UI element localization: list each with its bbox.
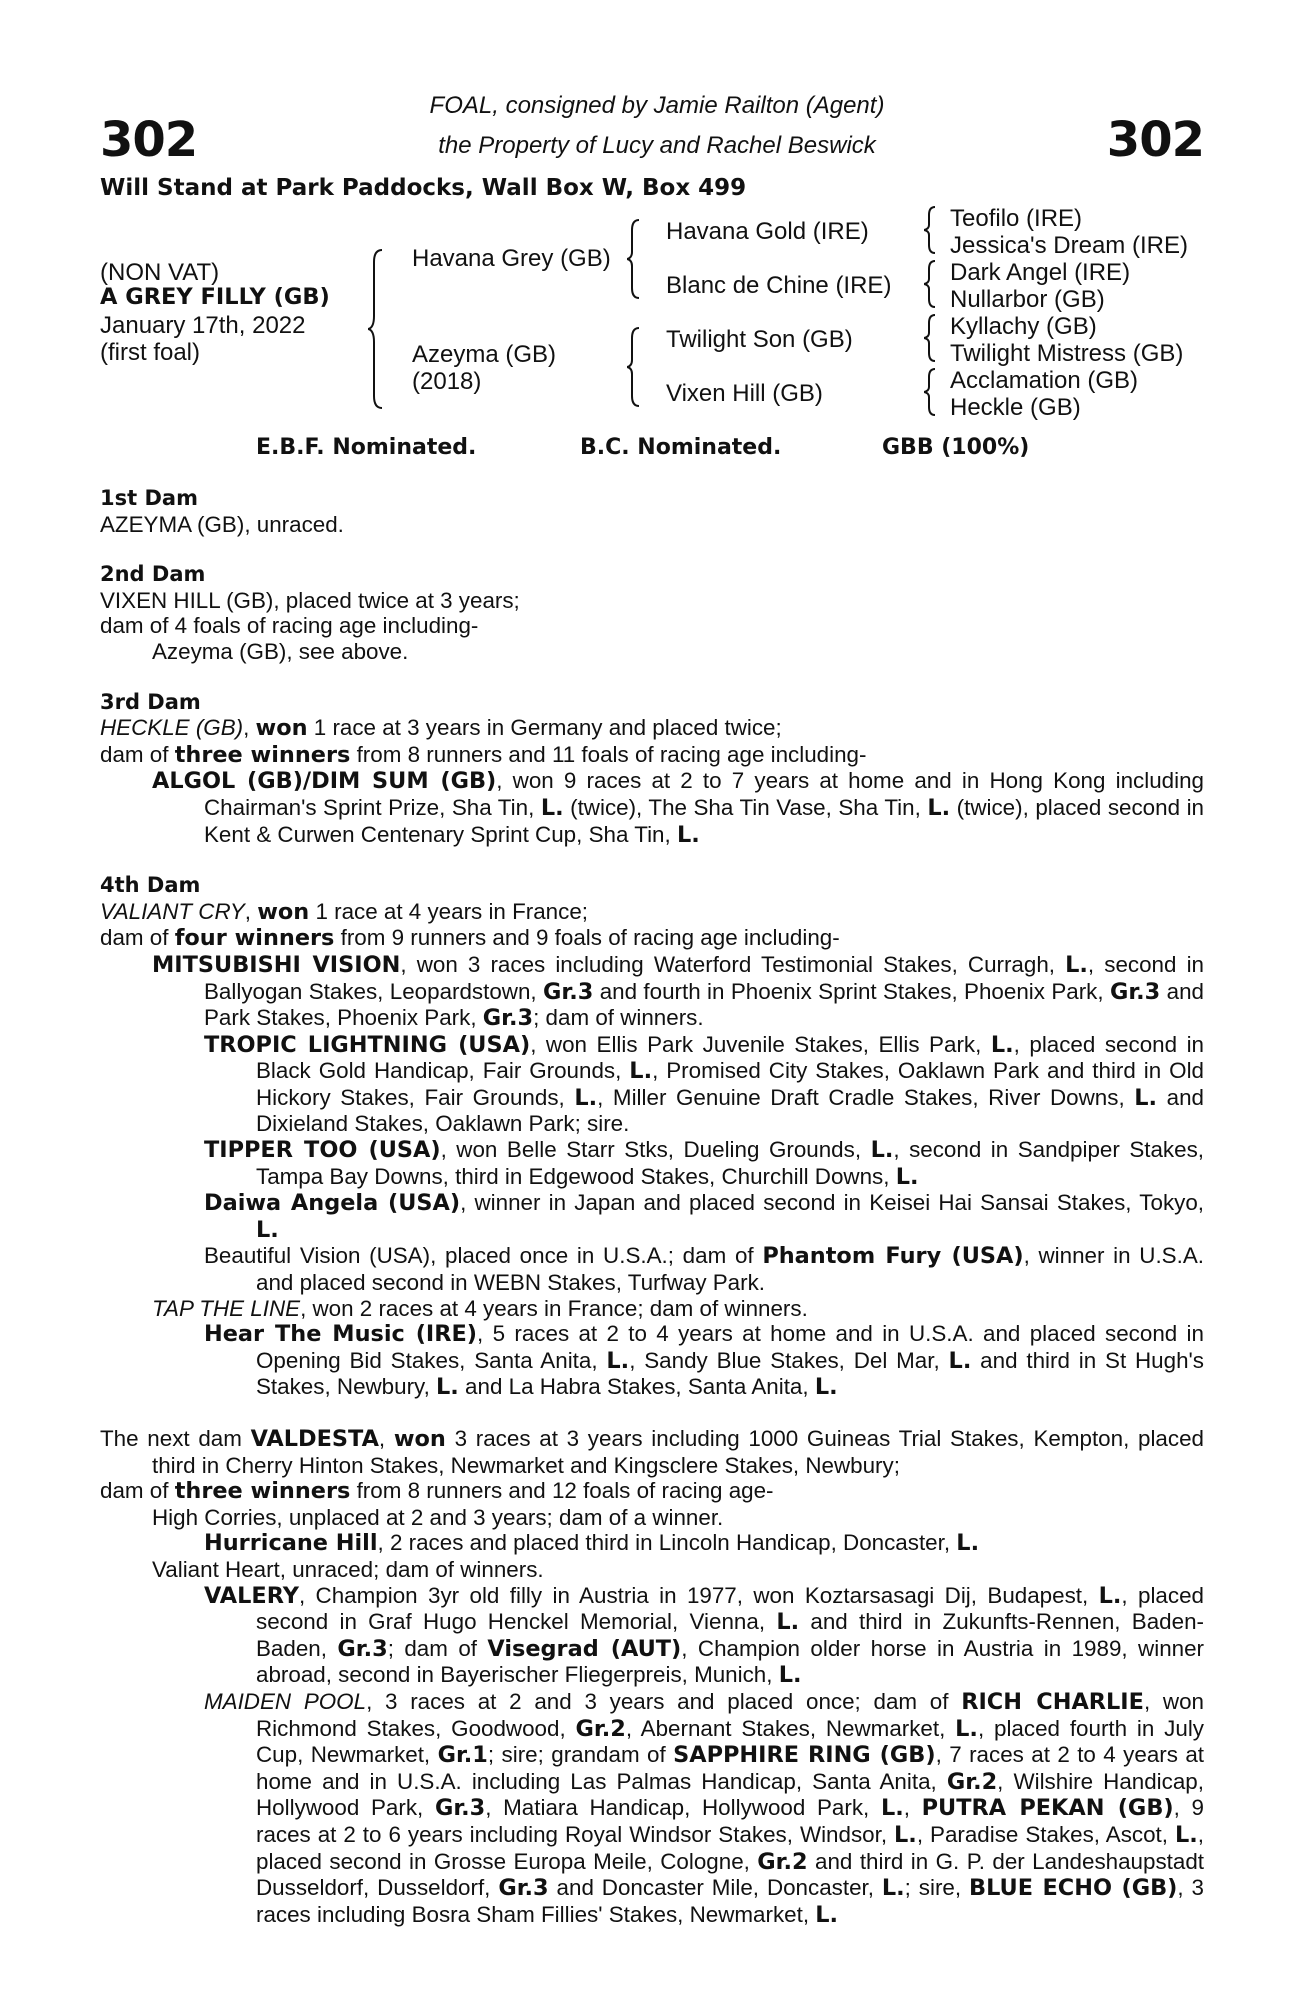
progeny-valery: VALERY, Champion 3yr old filly in Austria in 1977, won Koztarsasagi Dij, Budapest, L., placed second in Graf Hugo Henckel Memorial, Vienna, L. and third in Zukunfts-Rennen, Baden-Baden, Gr.3; dam of Visegrad (AUT), Champion older horse in Austria in 1989, winner abroad, second in Bayerischer Fliegerpreis, Munich, L. [204, 1582, 1205, 1689]
horse-vat: (NON VAT) [100, 259, 220, 286]
progeny-tap-the-line: TAP THE LINE, won 2 races at 4 years in France; dam of winners. [152, 1295, 808, 1321]
progeny-maiden-pool: MAIDEN POOL, 3 races at 2 and 3 years and placed once; dam of RICH CHARLIE, won Richmond Stakes, Goodwood, Gr.2, Abernant Stakes, Newmarket, L., placed fourth in July Cup, Newmarket, Gr.1; sire; grandam of SAPPHIRE RING (GB), 7 races at 2 to 4 years at home and in U.S.A. including Las Palmas Handicap, Santa Anita, Gr.2, Wilshire Handicap, Hollywood Park, Gr.3, Matiara Handicap, Hollywood Park, L., PUTRA PEKAN (GB), 9 races at 2 to 6 years including Royal Windsor Stakes, Windsor, L., Paradise Stakes, Ascot, L., placed second in Grosse Europa Meile, Cologne, Gr.2 and third in G. P. der Landeshaupstadt Dusseldorf, Dusseldorf, Gr.3 and Doncaster Mile, Doncaster, L.; sire, BLUE ECHO (GB), 3 races including Bosra Sham Fillies' Stakes, Newmarket, L. [204, 1688, 1205, 1928]
fourth-dam-line-1: VALIANT CRY, won 1 race at 4 years in France; [100, 898, 589, 925]
third-dam-line-2: dam of three winners from 8 runners and 11 foals of racing age including- [100, 741, 867, 768]
horse-foal-note: (first foal) [100, 339, 201, 366]
consignment-line-1: FOAL, consigned by Jamie Railton (Agent) [429, 92, 885, 119]
pedigree-g4: Nullarbor (GB) [950, 286, 1105, 313]
pedigree-sire: Havana Grey (GB) [412, 245, 611, 272]
fourth-dam-heading: 4th Dam [100, 873, 201, 898]
progeny-tipper-too: TIPPER TOO (USA), won Belle Starr Stks, Dueling Grounds, L., second in Sandpiper Stakes, Tampa Bay Downs, third in Edgewood Stakes, Churchill Downs, L. [204, 1137, 1204, 1190]
third-dam-progeny-algol: ALGOL (GB)/DIM SUM (GB), won 9 races at 2 to 7 years at home and in Hong Kong including Chairman's Sprint Prize, Sha Tin, L. (twice), The Sha Tin Vase, Sha Tin, L. (twice), placed second in Kent & Curwen Centenary Sprint Cup, Sha Tin, L. [152, 768, 1204, 848]
horse-dob: January 17th, 2022 [100, 312, 306, 339]
consignment-line-2: the Property of Lucy and Rachel Beswick [438, 132, 876, 159]
pedigree-dam: Azeyma (GB) [412, 341, 557, 368]
pedigree-brace-2 [627, 218, 643, 300]
fourth-dam-line-2: dam of four winners from 9 runners and 9 foals of racing age including- [100, 925, 840, 952]
progeny-mitsubishi-vision: MITSUBISHI VISION, won 3 races including Waterford Testimonial Stakes, Curragh, L., second in Ballyogan Stakes, Leopardstown, Gr.3 and fourth in Phoenix Sprint Stakes, Phoenix Park, Gr.3 and Park Stakes, Phoenix Park, Gr.3; dam of winners. [152, 951, 1204, 1032]
progeny-high-corries: High Corries, unplaced at 2 and 3 years; dam of a winner. [152, 1504, 724, 1530]
consignment [0, 86, 1314, 166]
pedigree-g1: Teofilo (IRE) [950, 205, 1083, 232]
pedigree-brace-7 [924, 367, 938, 417]
progeny-daiwa-angela: Daiwa Angela (USA), winner in Japan and placed second in Keisei Hai Sansai Stakes, Tokyo, L. [204, 1190, 1205, 1243]
gbb-status: GBB (100%) [882, 435, 1030, 460]
progeny-valiant-heart: Valiant Heart, unraced; dam of winners. [152, 1556, 544, 1582]
pedigree-g5: Kyllachy (GB) [950, 313, 1097, 340]
pedigree-g3: Dark Angel (IRE) [950, 259, 1131, 286]
progeny-hurricane-hill: Hurricane Hill, 2 races and placed third in Lincoln Handicap, Doncaster, L. [204, 1530, 980, 1557]
bc-nomination: B.C. Nominated. [580, 435, 782, 460]
pedigree-sire-dam: Blanc de Chine (IRE) [666, 272, 892, 299]
third-dam-heading: 3rd Dam [100, 689, 201, 714]
second-dam-line-3: Azeyma (GB), see above. [152, 638, 409, 664]
stand-location: Will Stand at Park Paddocks, Wall Box W, Box 499 [100, 175, 747, 201]
pedigree-brace-4 [924, 205, 938, 255]
next-dam-summary: dam of three winners from 8 runners and 12 foals of racing age- [100, 1478, 774, 1505]
horse-name: A GREY FILLY (GB) [100, 284, 330, 310]
pedigree-g7: Acclamation (GB) [950, 367, 1139, 394]
ebf-nomination: E.B.F. Nominated. [256, 435, 477, 460]
progeny-hear-the-music: Hear The Music (IRE), 5 races at 2 to 4 years at home and in U.S.A. and placed second in Opening Bid Stakes, Santa Anita, L., Sandy Blue Stakes, Del Mar, L. and third in St Hugh's Stakes, Newbury, L. and La Habra Stakes, Santa Anita, L. [204, 1321, 1204, 1401]
second-dam-line-1: VIXEN HILL (GB), placed twice at 3 years; [100, 587, 520, 613]
next-dam-valdesta: The next dam VALDESTA, won 3 races at 3 years including 1000 Guineas Trial Stakes, Kempton, placed third in Cherry Hinton Stakes, Newmarket and Kingsclere Stakes, Newbury; [100, 1426, 1204, 1478]
pedigree-dam-year: (2018) [412, 368, 482, 395]
pedigree-g6: Twilight Mistress (GB) [950, 340, 1184, 367]
first-dam-line: AZEYMA (GB), unraced. [100, 511, 344, 537]
catalogue-body [100, 486, 1204, 1928]
third-dam-line-1: HECKLE (GB), won 1 race at 3 years in Germany and placed twice; [100, 715, 782, 742]
pedigree-brace-6 [924, 313, 938, 363]
pedigree-dam-sire: Twilight Son (GB) [666, 326, 853, 353]
progeny-tropic-lightning: TROPIC LIGHTNING (USA), won Ellis Park Juvenile Stakes, Ellis Park, L., placed second in Black Gold Handicap, Fair Grounds, L., Promised City Stakes, Oaklawn Park and third in Old Hickory Stakes, Fair Grounds, L., Miller Genuine Draft Cradle Stakes, River Downs, L. and Dixieland Stakes, Oaklawn Park; sire. [204, 1031, 1205, 1137]
pedigree-g8: Heckle (GB) [950, 394, 1081, 421]
pedigree-g2: Jessica's Dream (IRE) [950, 232, 1188, 259]
second-dam-heading: 2nd Dam [100, 562, 206, 587]
pedigree-brace-1 [368, 248, 388, 410]
progeny-beautiful-vision: Beautiful Vision (USA), placed once in U.S.A.; dam of Phantom Fury (USA), winner in U.S.A. and placed second in WEBN Stakes, Turfway Park. [204, 1243, 1204, 1296]
pedigree-dam-dam: Vixen Hill (GB) [666, 380, 823, 407]
lot-number-left: 302 [100, 112, 198, 168]
pedigree-brace-5 [924, 259, 938, 309]
pedigree-brace-3 [627, 326, 643, 408]
lot-number-right: 302 [1106, 112, 1204, 168]
first-dam-heading: 1st Dam [100, 486, 198, 510]
second-dam-line-2: dam of 4 foals of racing age including- [100, 613, 479, 639]
pedigree-sire-sire: Havana Gold (IRE) [666, 218, 869, 245]
